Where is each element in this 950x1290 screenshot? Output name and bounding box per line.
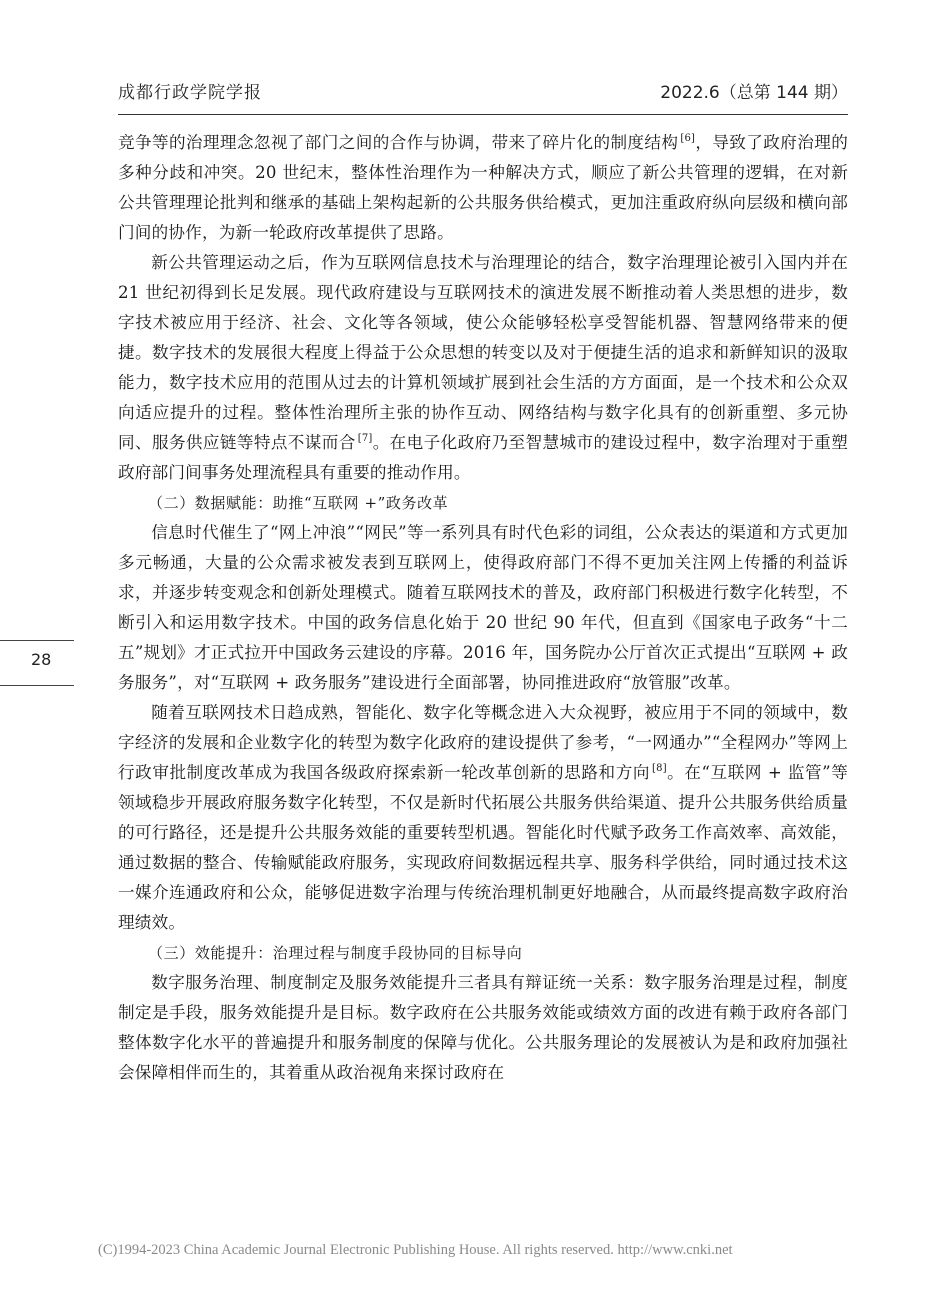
running-header bbox=[118, 78, 848, 108]
citation-7: [7] bbox=[357, 433, 373, 445]
paragraph-4: 随着互联网技术日趋成熟，智能化、数字化等概念进入大众视野，被应用于不同的领域中，数字经济的发展和企业数字化的转型为数字化政府的建设提供了参考，“一网通办”“全程网办”等网上行政审批制度改革成为我国各级政府探索新一轮改革创新的思路和方向 [8]。在“互联网 + 监管”等领域稳步开展政府服务数字化转型，不仅是新时代拓展公共服务供给渠道、提升公共服务供给质量的可行路径，还是提升公共服务效能的重要转型机遇。智能化时代赋予政务工作高效率、高效能，通过数据的整合、传输赋能政府服务，实现政府间数据远程共享、服务科学供给，同时通过技术这一媒介连通政府和公众，能够促进数字治理与传统治理机制更好地融合，从而最终提高数字政府治理绩效。 bbox=[118, 703, 848, 932]
issue-info: 2022.6（总第 144 期） bbox=[660, 83, 848, 103]
section-heading-3: （三）效能提升：治理过程与制度手段协同的目标导向 bbox=[148, 944, 523, 962]
page-number: 28 bbox=[31, 650, 52, 669]
article-body bbox=[118, 128, 848, 1088]
paragraph-3: 信息时代催生了“网上冲浪”“网民”等一系列具有时代色彩的词组，公众表达的渠道和方式更加多元畅通，大量的公众需求被发表到互联网上，使得政府部门不得不更加关注网上传播的利益诉求，并逐步转变观念和创新处理模式。随着互联网技术的普及，政府部门积极进行数字化转型，不断引入和运用数字技术。中国的政务信息化始于 20 世纪 90 年代，但直到《国家电子政务“十二五”规划》才正式拉开中国政务云建设的序幕。2016 年，国务院办公厅首次正式提出“互联网 + 政务服务”，对“互联网 + 政务服务”建设进行全面部署，协同推进政府“放管服”改革。 bbox=[118, 523, 848, 692]
citation-8: [8] bbox=[652, 763, 667, 775]
section-heading-2: （二）数据赋能：助推“互联网 +”政务改革 bbox=[148, 494, 449, 512]
header-divider bbox=[118, 114, 848, 115]
copyright-notice: (C)1994-2023 China Academic Journal Electronic Publishing House. All rights reserved. http://www.cnki.net bbox=[98, 1242, 733, 1258]
journal-name: 成都行政学院学报 bbox=[118, 83, 262, 103]
citation-6: [6] bbox=[680, 133, 696, 145]
paragraph-2: 新公共管理运动之后，作为互联网信息技术与治理理论的结合，数字治理理论被引入国内并在 21 世纪初得到长足发展。现代政府建设与互联网技术的演进发展不断推动着人类思想的进步，数字技术被应用于经济、社会、文化等各领域，使公众能够轻松享受智能机器、智慧网络带来的便捷。数字技术的发展很大程度上得益于公众思想的转变以及对于便捷生活的追求和新鲜知识的汲取能力，数字技术应用的范围从过去的计算机领域扩展到社会生活的方方面面，是一个技术和公众双向适应提升的过程。整体性治理所主张的协作互动、网络结构与数字化具有的创新重塑、多元协同、服务供应链等特点不谋而合 [7]。在电子化政府乃至智慧城市的建设过程中，数字治理对于重塑政府部门间事务处理流程具有重要的推动作用。 bbox=[118, 253, 848, 482]
paragraph-5: 数字服务治理、制度制定及服务效能提升三者具有辩证统一关系：数字服务治理是过程，制度制定是手段，服务效能提升是目标。数字政府在公共服务效能或绩效方面的改进有赖于政府各部门整体数字化水平的普遍提升和服务制度的保障与优化。公共服务理论的发展被认为是和政府加强社会保障相伴而生的，其着重从政治视角来探讨政府在 bbox=[118, 973, 848, 1082]
paragraph-1: 竞争等的治理理念忽视了部门之间的合作与协调，带来了碎片化的制度结构 [6]，导致了政府治理的多种分歧和冲突。20 世纪末，整体性治理作为一种解决方式，顺应了新公共管理的逻辑，在对新公共管理理论批判和继承的基础上架构起新的公共服务供给模式，更加注重政府纵向层级和横向部门间的协作，为新一轮政府改革提供了思路。 bbox=[118, 133, 848, 242]
